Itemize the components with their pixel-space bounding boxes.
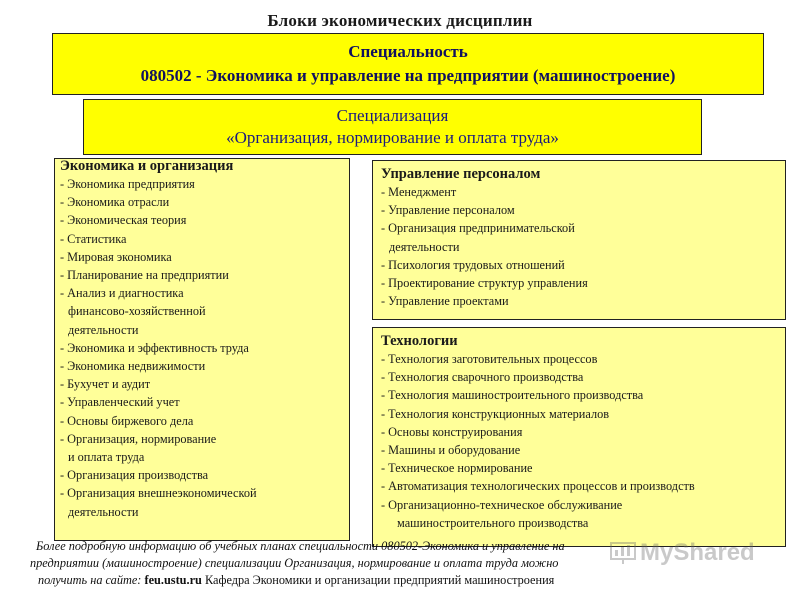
list-item: - Экономика предприятия: [60, 175, 345, 193]
list-item: - Анализ и диагностика: [60, 284, 345, 302]
list-item: - Организация внешнеэкономической: [60, 484, 345, 502]
list-item-continuation: деятельности: [68, 322, 139, 337]
list-item-continuation: деятельности: [389, 239, 460, 254]
list-item: - Машины и оборудование: [381, 441, 779, 459]
footer-line-1: Более подробную информацию об учебных планах специальности 080502-Экономика и управление на: [36, 539, 565, 553]
specialty-line: [53, 64, 763, 88]
list-item: - Управление персоналом: [381, 201, 779, 219]
list-item: - Автоматизация технологических процессов и производств: [381, 477, 779, 495]
list-item: - Технология сварочного производства: [381, 368, 779, 386]
economics-heading: Экономика и организация: [60, 158, 234, 174]
specialty-box: [52, 33, 764, 95]
personnel-heading: Управление персоналом: [381, 166, 541, 182]
footer-site-link[interactable]: feu.ustu.ru: [144, 573, 202, 587]
specialization-box: [83, 99, 702, 155]
list-item: - Бухучет и аудит: [60, 375, 345, 393]
specialty-code: 080502: [140, 66, 192, 85]
personnel-list: [381, 183, 779, 310]
personnel-block: [372, 160, 786, 320]
technology-heading: Технологии: [381, 333, 458, 349]
list-item-continuation: и оплата труда: [68, 450, 145, 465]
list-item: - Техническое нормирование: [381, 459, 779, 477]
list-item: - Организация предпринимательской: [381, 219, 779, 237]
list-item: - Психология трудовых отношений: [381, 256, 779, 274]
list-item: - Управленческий учет: [60, 393, 345, 411]
list-item: - Проектирование структур управления: [381, 274, 779, 292]
list-item: - Экономика недвижимости: [60, 357, 345, 375]
specialty-separator: -: [191, 66, 206, 85]
list-item-continuation: финансово-хозяйственной: [68, 304, 206, 319]
page-title: Блоки экономических дисциплин: [267, 11, 533, 30]
specialty-label: Специальность: [348, 42, 468, 61]
list-item: - Экономическая теория: [60, 211, 345, 229]
list-item: - Экономика и эффективность труда: [60, 339, 345, 357]
watermark-text: MyShared: [640, 539, 755, 566]
list-item: - Мировая экономика: [60, 248, 345, 266]
specialization-name: «Организация, нормирование и оплата труда»: [226, 128, 559, 147]
list-item: - Планирование на предприятии: [60, 266, 345, 284]
list-item: - Организационно-техническое обслуживание: [381, 496, 779, 514]
economics-block: [54, 158, 350, 541]
list-item-continuation: машиностроительного производства: [397, 515, 589, 530]
list-item: - Технология заготовительных процессов: [381, 350, 779, 368]
list-item: - Технология конструкционных материалов: [381, 405, 779, 423]
specialty-name: Экономика и управление на предприятии (машиностроение): [205, 66, 676, 85]
list-item: - Технология машиностроительного производства: [381, 386, 779, 404]
list-item: - Экономика отрасли: [60, 193, 345, 211]
footer-line-3: [30, 572, 790, 589]
list-item: - Основы биржевого дела: [60, 412, 345, 430]
economics-list: [60, 175, 345, 521]
specialization-label: Специализация: [336, 106, 449, 125]
technology-list: [381, 350, 779, 532]
list-item-continuation: деятельности: [68, 504, 139, 519]
technology-block: [372, 327, 786, 547]
footer-note: [30, 538, 790, 589]
list-item: - Организация производства: [60, 466, 345, 484]
footer-department: Кафедра Экономики и организации предприятий машиностроения: [204, 573, 555, 587]
list-item: - Управление проектами: [381, 292, 779, 310]
footer-line-2: предприятии (машиностроение) специализации Организация, нормирование и оплата труда можно: [30, 556, 559, 570]
footer-site-prefix: получить на сайте:: [38, 573, 142, 587]
list-item: - Организация, нормирование: [60, 430, 345, 448]
list-item: - Основы конструирования: [381, 423, 779, 441]
list-item: - Менеджмент: [381, 183, 779, 201]
list-item: - Статистика: [60, 230, 345, 248]
